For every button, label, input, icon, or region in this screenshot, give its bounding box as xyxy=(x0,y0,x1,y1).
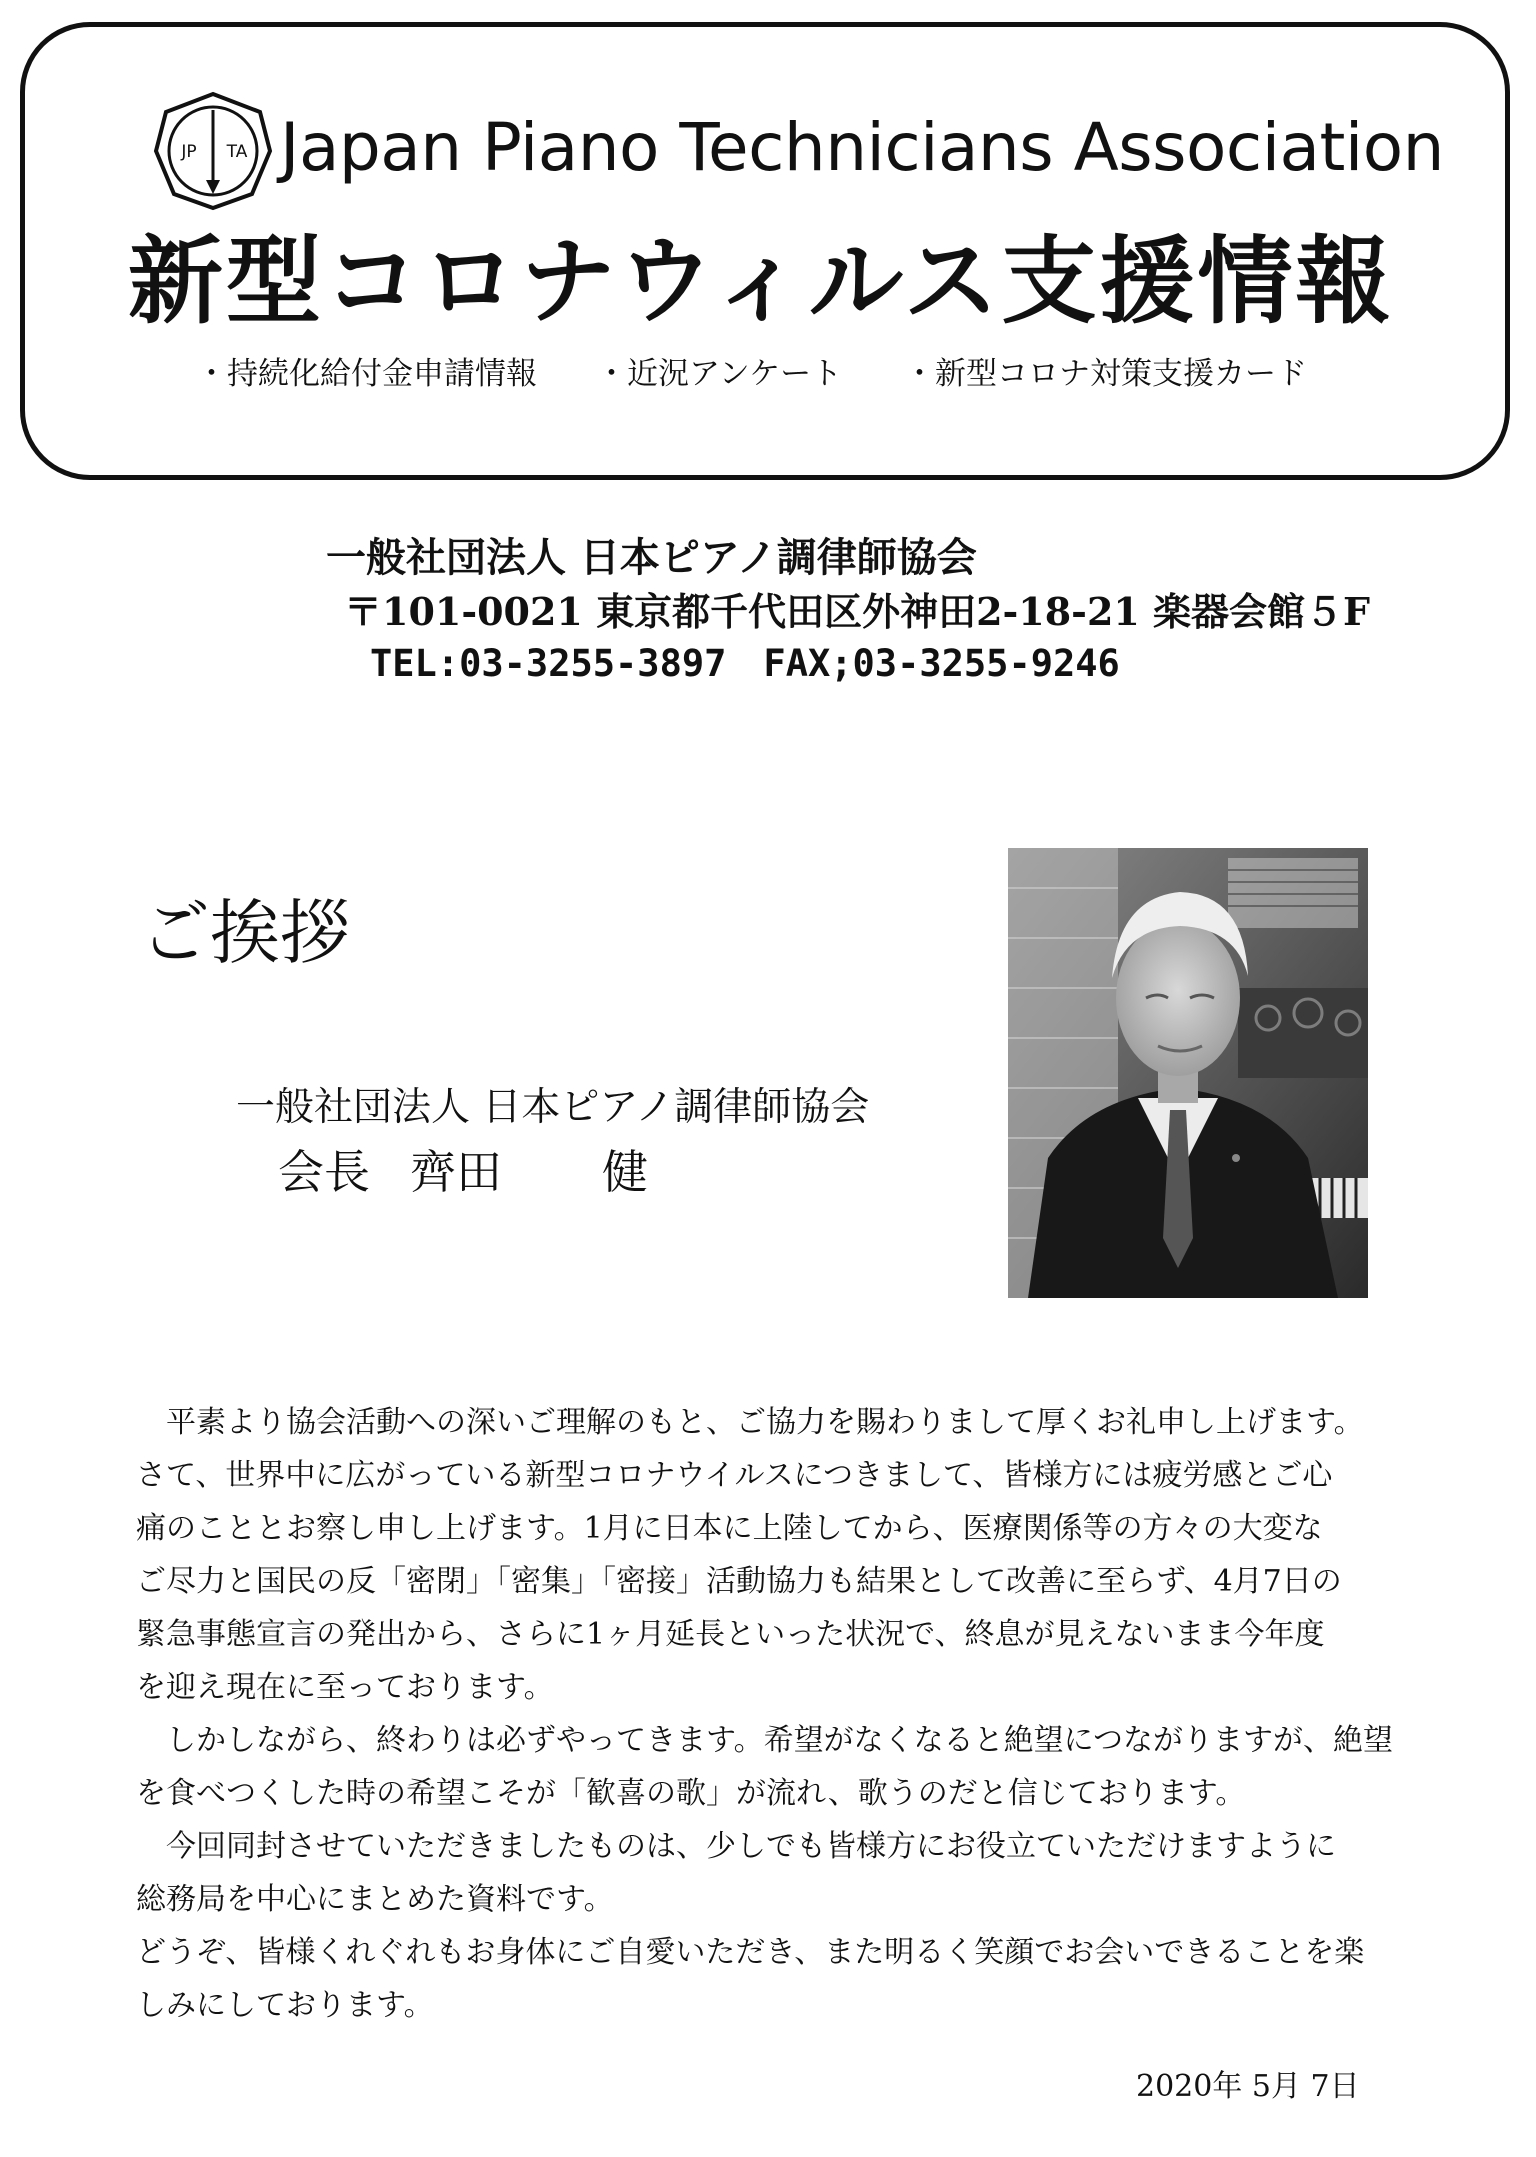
greeting-body xyxy=(136,1396,1393,2032)
bullet-list xyxy=(196,352,1307,396)
page-title: 新型コロナウィルス支援情報 xyxy=(128,227,1394,337)
body-line: しみにしております。 xyxy=(136,1988,434,2023)
body-line: 痛のこととお察し申し上げます。1月に日本に上陸してから、医療関係等の方々の大変な xyxy=(136,1511,1323,1546)
address-postal: 〒101-0021 東京都千代田区外神田2-18-21 楽器会館５F xyxy=(344,589,1371,634)
signature-title: 会長 xyxy=(278,1145,370,1199)
body-line: 今回同封させていただきましたものは、少しでも皆様方にお役立ていただけますように xyxy=(136,1829,1336,1864)
greeting-heading: ご挨拶 xyxy=(140,892,350,974)
signature-surname: 齊田 xyxy=(410,1145,502,1199)
bullet-item-support-card: ・新型コロナ対策支援カード xyxy=(904,356,1307,392)
letter-date: 2020年 5月 7日 xyxy=(1136,2069,1360,2104)
logo-text-right: TA xyxy=(226,142,248,162)
president-portrait-photo xyxy=(1008,848,1368,1298)
bullet-item-survey: ・近況アンケート xyxy=(596,356,843,392)
address-contact: TEL:03-3255-3897 FAX;03-3255-9246 xyxy=(370,642,1120,685)
body-line: しかしながら、終わりは必ずやってきます。希望がなくなると絶望につながりますが、絶望 xyxy=(136,1723,1393,1758)
bullet-item-subsidy: ・持続化給付金申請情報 xyxy=(196,356,537,392)
address-org-name: 一般社団法人 日本ピアノ調律師協会 xyxy=(326,534,977,581)
body-line: ご尽力と国民の反「密閉」「密集」「密接」活動協力も結果として改善に至らず、4月7日の xyxy=(136,1564,1342,1599)
jpta-logo xyxy=(152,90,274,212)
signature-org: 一般社団法人 日本ピアノ調律師協会 xyxy=(236,1085,870,1130)
body-line: 総務局を中心にまとめた資料です。 xyxy=(136,1882,614,1917)
body-line: を食べつくした時の希望こそが「歓喜の歌」が流れ、歌うのだと信じております。 xyxy=(136,1776,1246,1811)
body-line: どうぞ、皆様くれぐれもお身体にご自愛いただき、また明るく笑顔でお会いできることを楽 xyxy=(136,1935,1365,1970)
signature-given-name: 健 xyxy=(602,1145,648,1199)
org-name-english: Japan Piano Technicians Association xyxy=(280,109,1444,186)
body-line: を迎え現在に至っております。 xyxy=(136,1670,554,1705)
logo-text-left: JP xyxy=(181,142,197,162)
body-line: 緊急事態宣言の発出から、さらに1ヶ月延長といった状況で、終息が見えないまま今年度 xyxy=(136,1617,1325,1652)
body-line: 平素より協会活動への深いご理解のもと、ご協力を賜わりまして厚くお礼申し上げます。 xyxy=(136,1405,1364,1440)
signature-name xyxy=(278,1142,648,1202)
body-line: さて、世界中に広がっている新型コロナウイルスにつきまして、皆様方には疲労感とご心 xyxy=(136,1458,1333,1493)
